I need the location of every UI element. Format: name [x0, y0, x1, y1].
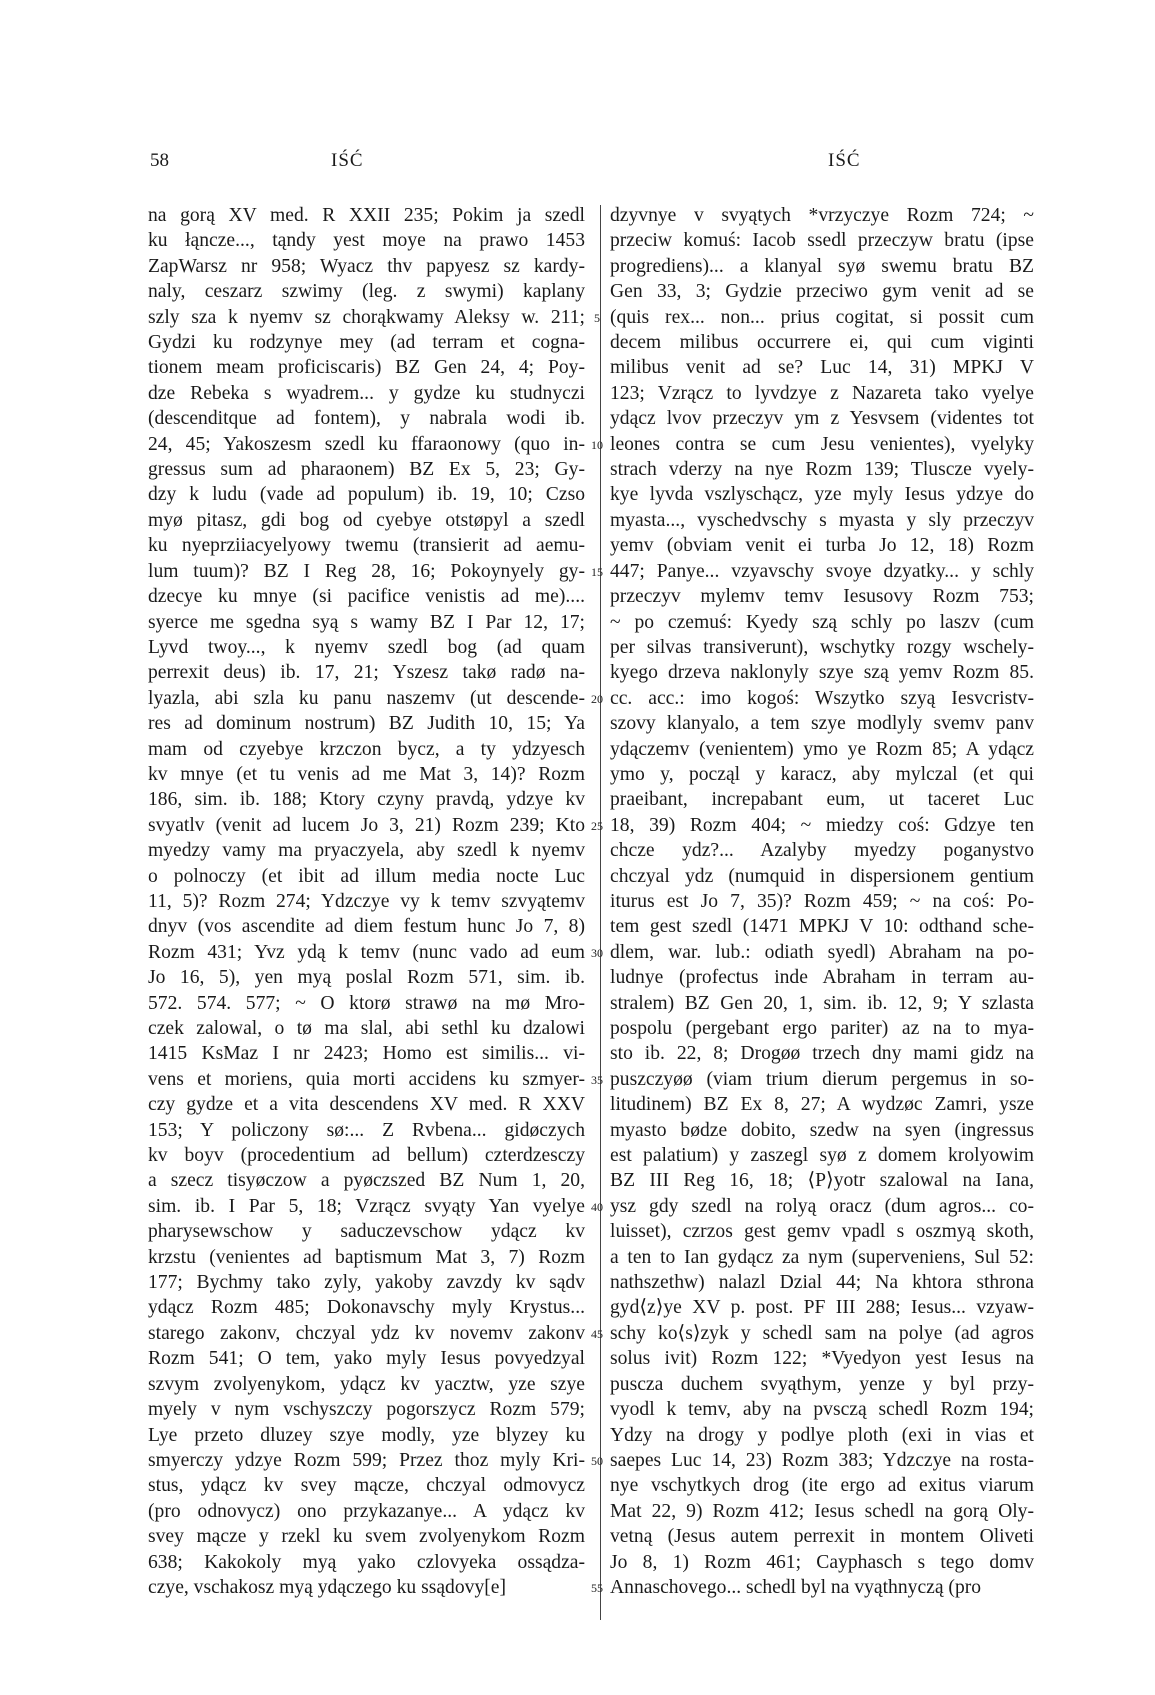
text-line: dlem, war. lub.: odiath syedl) Abraham na po- [610, 941, 1034, 963]
text-line: dzyvnye v svyątych *vrzyczye Rozm 724; ~ [610, 205, 1034, 226]
text-line: Jo 8, 1) Rozm 461; Cayphasch s tego domv [610, 1551, 1034, 1573]
text-line: vens et moriens, quia morti accidens ku szmyer- [148, 1068, 585, 1090]
text-line: kv mnye (et tu venis ad me Mat 3, 14)? Rozm [148, 763, 585, 785]
text-line: smyerczy ydzye Rozm 599; Przez thoz myly Kri- [148, 1449, 585, 1471]
text-line: iturus est Jo 7, 35)? Rozm 459; ~ na coś: Po- [610, 890, 1034, 912]
right-column [610, 203, 1034, 1600]
text-line: gyd⟨z⟩ye XV p. post. PF III 288; Iesus... vzyaw- [610, 1297, 1034, 1319]
running-headword-right: IŚĆ [828, 150, 861, 171]
text-line: Lyvd twoy..., k nyemv szedl bog (ad quam [148, 636, 585, 658]
text-line: szly sza k nyemv sz chorąkwamy Aleksy w. 211; [148, 306, 585, 328]
line-number: 15 [591, 564, 603, 579]
text-line: 18, 39) Rozm 404; ~ miedzy coś: Gdzye ten [610, 814, 1034, 836]
text-line: czek zalowal, o tø ma slal, abi sethl ku dzalowi [148, 1018, 585, 1039]
page-number: 58 [150, 150, 169, 171]
text-line: pharysewschow y saduczevschow ydącz kv [148, 1221, 585, 1243]
text-line: milibus venit ad se? Luc 14, 31) MPKJ V [610, 357, 1034, 379]
line-number: 40 [591, 1199, 603, 1214]
text-line: chczyal ydz (numquid in dispersionem gentium [610, 865, 1034, 887]
text-line: luisset), czrzos gest gemv vpadl s oszmyą skoth, [610, 1221, 1034, 1243]
left-column [148, 203, 585, 1600]
text-line: progrediens)... a klanyal syø swemu bratu BZ [610, 255, 1034, 277]
text-line: kv boyv (procedentium ad bellum) czterdzesczy [148, 1145, 585, 1167]
text-line: o polnoczy (et ibit ad illum media nocte Luc [148, 865, 585, 887]
text-line: svey mącze y rzekl ku svem zvolyenykom Rozm [148, 1526, 585, 1548]
text-line: Gydzi ku rodzynye mey (ad terram et cogna- [148, 332, 585, 354]
text-line: est palatium) y zaszegl syø z domem krolyowim [610, 1145, 1034, 1167]
text-line: 24, 45; Yakoszesm szedl ku ffaraonowy (quo in- [148, 433, 585, 455]
text-line: przeciw komuś: Iacob ssedl przeczyw bratu (ipse [610, 230, 1034, 252]
text-line: ZapWarsz nr 958; Wyacz thv papyesz sz kardy- [148, 255, 585, 277]
text-line: Lye przeto dluzey szye modly, yze blyzey ku [148, 1424, 585, 1446]
text-line: litudinem) BZ Ex 8, 27; A wydzøc Zamri, ysze [610, 1094, 1034, 1116]
text-line: chcze ydz?... Azalyby myedzy poganystvo [610, 840, 1034, 862]
text-line: schy ko⟨s⟩zyk y schedl sam na polye (ad agros [610, 1322, 1034, 1344]
text-line: 11, 5)? Rozm 274; Ydzczye vy k temv szvyątemv [148, 890, 585, 912]
text-line: nye vschytkych drog (ite ergo ad exitus viarum [610, 1475, 1034, 1497]
text-line: myely v nym vschyszczy pogorszycz Rozm 579; [148, 1399, 585, 1421]
text-line: cc. acc.: imo kogoś: Wszytko szyą Iesvcristv- [610, 687, 1034, 709]
text-line: ydączemv (venientem) ymo ye Rozm 85; A ydącz [610, 738, 1034, 760]
text-line: ludnye (profectus inde Abraham in terram au- [610, 967, 1034, 989]
text-line: svyatlv (venit ad lucem Jo 3, 21) Rozm 239; Kto [148, 814, 585, 836]
text-line: czy gydze et a vita descendens XV med. R XXV [148, 1094, 585, 1116]
text-line: Gen 33, 3; Gydzie przeciwo gym venit ad se [610, 281, 1034, 303]
text-line: BZ III Reg 16, 18; ⟨P⟩yotr szalowal na Iana, [610, 1170, 1034, 1192]
text-line: yemv (obviam venit ei turba Jo 12, 18) Rozm [610, 535, 1034, 557]
line-number: 50 [591, 1453, 603, 1468]
text-line: dnyv (vos ascendite ad diem festum hunc Jo 7, 8) [148, 916, 585, 938]
text-line: pospolu (pergebant ergo pariter) az na to mya- [610, 1018, 1034, 1039]
text-line: lum tuum)? BZ I Reg 28, 16; Pokoynyely gy- [148, 560, 585, 582]
text-line: szvym zvolyenykom, ydącz kv yacztw, yze szye [148, 1373, 585, 1395]
text-line: ydącz Rozm 485; Dokonavschy myly Krystus... [148, 1297, 585, 1319]
text-line: res ad dominum nostrum) BZ Judith 10, 15; Ya [148, 713, 585, 735]
text-line: praeibant, increpabant eum, ut taceret Luc [610, 789, 1034, 811]
line-number: 45 [591, 1326, 603, 1341]
text-line: Rozm 431; Yvz ydą k temv (nunc vado ad eum [148, 941, 585, 963]
text-line: vyodl k temv, aby na pvsczą schedl Rozm 194; [610, 1399, 1034, 1421]
line-number: 25 [591, 818, 603, 833]
line-number: 10 [591, 437, 603, 452]
text-line: puszczyøø (viam trium dierum pergemus in so- [610, 1068, 1034, 1090]
text-line: 153; Y policzony sø:... Z Rvbena... gidøczych [148, 1119, 585, 1141]
text-line: Annaschovego... schedl byl na vyąthnyczą (pro [610, 1576, 982, 1598]
text-line: 177; Bychmy tako zyly, yakoby zavzdy kv sądv [148, 1272, 585, 1294]
text-line: (quis rex... non... prius cogitat, si possit cum [610, 306, 1034, 328]
text-line: tem gest szedl (1471 MPKJ V 10: odthand sche- [610, 916, 1034, 938]
text-line: starego zakonv, chczyal ydz kv novemv zakonv [148, 1322, 585, 1344]
line-number: 20 [591, 691, 603, 706]
text-line: ku łąncze..., tąndy yest moye na prawo 1453 [148, 230, 585, 252]
text-line: myasto bødze dobito, szedw na syen (ingressus [610, 1119, 1034, 1141]
text-line: solus ivit) Rozm 122; *Vyedyon yest Iesus na [610, 1348, 1034, 1370]
text-line: przeczyv mylemv temv Iesusovy Rozm 753; [610, 586, 1034, 608]
text-line: leones contra se cum Jesu venientes), vyelyky [610, 433, 1034, 455]
text-line: Rozm 541; O tem, yako myly Iesus povyedzyal [148, 1348, 585, 1370]
text-line: puscza duchem svyąthym, yenze y byl przy- [610, 1373, 1034, 1395]
line-number: 30 [591, 945, 603, 960]
text-line: strach vderzy na nye Rozm 139; Tlusсze vyely- [610, 459, 1034, 481]
text-line: a ten to Ian gydącz za nym (superveniens, Sul 52: [610, 1246, 1034, 1268]
text-line: kyego drzeva naklonyly szye szą yemv Rozm 85. [610, 662, 1034, 684]
text-line: 1415 KsMaz I nr 2423; Homo est similis... vi- [148, 1043, 585, 1065]
column-divider [600, 205, 601, 1620]
text-line: ydącz lvov przeczyv ym z Yesvsem (videntes tot [610, 408, 1034, 430]
text-line: ysz gdy szedl na rolyą oracz (dum agros... co- [610, 1195, 1034, 1217]
text-line: sto ib. 22, 8; Drogøø trzech dny mami gidz na [610, 1043, 1034, 1065]
text-line: (pro odnovycz) ono przykazanye... A ydącz kv [148, 1500, 585, 1522]
running-headword-left: IŚĆ [331, 150, 364, 171]
text-line: a szecz tisyøczow a pyøczszed BZ Num 1, 20, [148, 1170, 585, 1192]
text-line: 123; Vzrącz to lyvdzye z Nazareta tako vyelye [610, 382, 1034, 404]
text-line: saepes Luc 14, 23) Rozm 383; Ydzczye na rosta- [610, 1449, 1034, 1471]
text-line: lyazla, abi szla ku panu naszemv (ut descende- [148, 687, 585, 709]
text-line: dzy k ludu (vade ad populum) ib. 19, 10; Czso [148, 484, 585, 506]
text-line: perrexit deus) ib. 17, 21; Yszesz takø radø na- [148, 662, 585, 684]
text-line: ku nyeprziiacyelyowy twemu (transierit ad aemu- [148, 535, 585, 557]
line-number: 55 [591, 1580, 603, 1595]
text-line: syerce me sgedna syą s wamy BZ I Par 12, 17; [148, 611, 585, 633]
text-line: decem milibus occurrere ei, qui cum viginti [610, 332, 1034, 354]
line-number: 5 [594, 310, 600, 325]
text-line: Ydzy na drogy y podlye ploth (exi in vias et [610, 1424, 1034, 1446]
text-line: gressus sum ad pharaonem) BZ Ex 5, 23; Gy- [148, 459, 585, 481]
text-line: czye, vschakosz myą ydączego ku ssądovy[e] [148, 1576, 506, 1598]
text-line: myasta..., vyschedvschy s myasta y sly przeczyv [610, 509, 1034, 531]
text-line: krzstu (venientes ad baptismum Mat 3, 7) Rozm [148, 1246, 585, 1268]
text-line: stralem) BZ Gen 20, 1, sim. ib. 12, 9; Y szlasta [610, 992, 1034, 1014]
text-line: 186, sim. ib. 188; Ktory czyny pravdą, ydzye kv [148, 789, 585, 811]
page-header [150, 150, 1050, 180]
text-line: 572. 574. 577; ~ O ktorø strawø na mø Mro- [148, 992, 585, 1014]
text-line: mam od czyebye krzczon bycz, a ty ydzyesch [148, 738, 585, 760]
text-line: 447; Panye... vzyavschy svoye dzyatky... y schly [610, 560, 1034, 582]
text-line: (descenditque ad fontem), y nabrala wodi ib. [148, 408, 585, 430]
text-line: Jo 16, 5), yen myą poslal Rozm 571, sim. ib. [148, 967, 585, 989]
text-line: naly, ceszarz szwimy (leg. z swymi) kaplany [148, 281, 585, 303]
text-line: myedzy vamy ma pryaczyela, aby szedl k nyemv [148, 840, 585, 862]
text-line: Mat 22, 9) Rozm 412; Iesus schedl na gorą Oly- [610, 1500, 1034, 1522]
text-line: dzecye ku mnye (si pacifice venistis ad me).... [148, 586, 585, 608]
text-line: ymo y, począl y karacz, aby mylczal (et qui [610, 763, 1034, 785]
text-line: vetną (Jesus autem perrexit in montem Oliveti [610, 1526, 1034, 1548]
text-line: 638; Kakokoly myą yako czlovyeka ossądza- [148, 1551, 585, 1573]
text-line: szovy klanyalo, a tem szye modlyly svemv panv [610, 713, 1034, 735]
text-line: ~ po czemuś: Kyedy szą schly po laszv (cum [610, 611, 1034, 633]
text-line: na gorą XV med. R XXII 235; Pokim ja szedl [148, 205, 585, 226]
text-line: per silvas transiverunt), wschytky rozgy wschely- [610, 636, 1034, 658]
text-line: dze Rebeka s wyadrem... y gydze ku studnyczi [148, 382, 585, 404]
text-line: sim. ib. I Par 5, 18; Vzrącz svyąty Yan vyelye [148, 1195, 585, 1217]
text-line: myø pitasz, gdi bog od cyebye otstøpyl a szedl [148, 509, 585, 531]
text-line: stus, ydącz kv svey mącze, chczyal odmovycz [148, 1475, 585, 1497]
line-number: 35 [591, 1072, 603, 1087]
text-line: kye lyvda vszlyschącz, yze myly Iesus ydzye do [610, 484, 1034, 506]
text-line: tionem meam proficiscaris) BZ Gen 24, 4; Poy- [148, 357, 585, 379]
text-line: nathszethw) nalazl Dzial 44; Na khtora sthrona [610, 1272, 1034, 1294]
